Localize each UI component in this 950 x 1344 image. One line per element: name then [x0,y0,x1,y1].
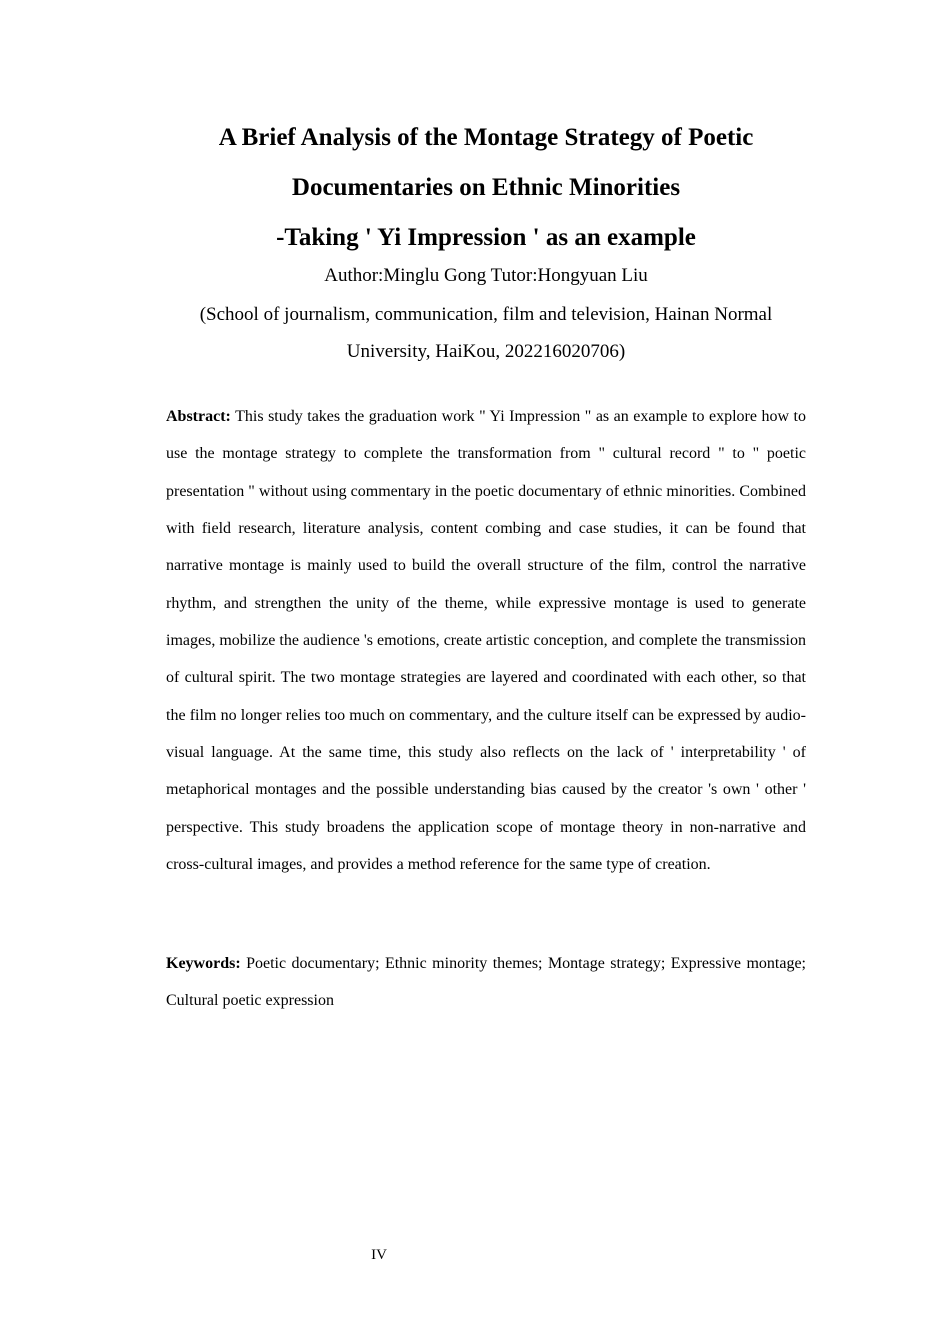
abstract-paragraph [166,398,806,883]
page-number: IV [371,1247,387,1263]
keywords-label: Keywords: [166,955,241,972]
abstract-label: Abstract: [166,408,231,425]
affiliation-line-1: (School of journalism, communication, film and television, Hainan Normal [199,304,773,325]
title-line-2: Documentaries on Ethnic Minorities [291,174,681,201]
title-line-1: A Brief Analysis of the Montage Strategy of Poetic [218,124,754,151]
subtitle: -Taking ' Yi Impression ' as an example [276,224,696,251]
affiliation-line-2: University, HaiKou, 202216020706) [346,341,626,362]
author-line: Author:Minglu Gong Tutor:Hongyuan Liu [324,265,648,286]
keywords-text: Poetic documentary; Ethnic minority themes; Montage strategy; Expressive montage; Cultural poetic expression [166,955,806,1010]
keywords-paragraph [166,945,806,1020]
abstract-text: This study takes the graduation work " Yi Impression " as an example to explore how to use the montage strategy to complete the transformation from " cultural record " to " poetic presentation " without using commentary in the poetic documentary of ethnic minorities. Combined with field research, literature analysis, content combing and case studies, it can be found that narrative montage is mainly used to build the overall structure of the film, control the narrative rhythm, and strengthen the unity of the theme, while expressive montage is used to generate images, mobilize the audience 's emotions, create artistic conception, and complete the transmission of cultural spirit. The two montage strategies are layered and coordinated with each other, so that the film no longer relies too much on commentary, and the culture itself can be expressed by audio-visual language. At the same time, this study also reflects on the lack of ' interpretability ' of metaphorical montages and the possible understanding bias caused by the creator 's own ' other ' perspective. This study broadens the application scope of montage theory in non-narrative and cross-cultural images, and provides a method reference for the same type of creation. [166,408,806,874]
